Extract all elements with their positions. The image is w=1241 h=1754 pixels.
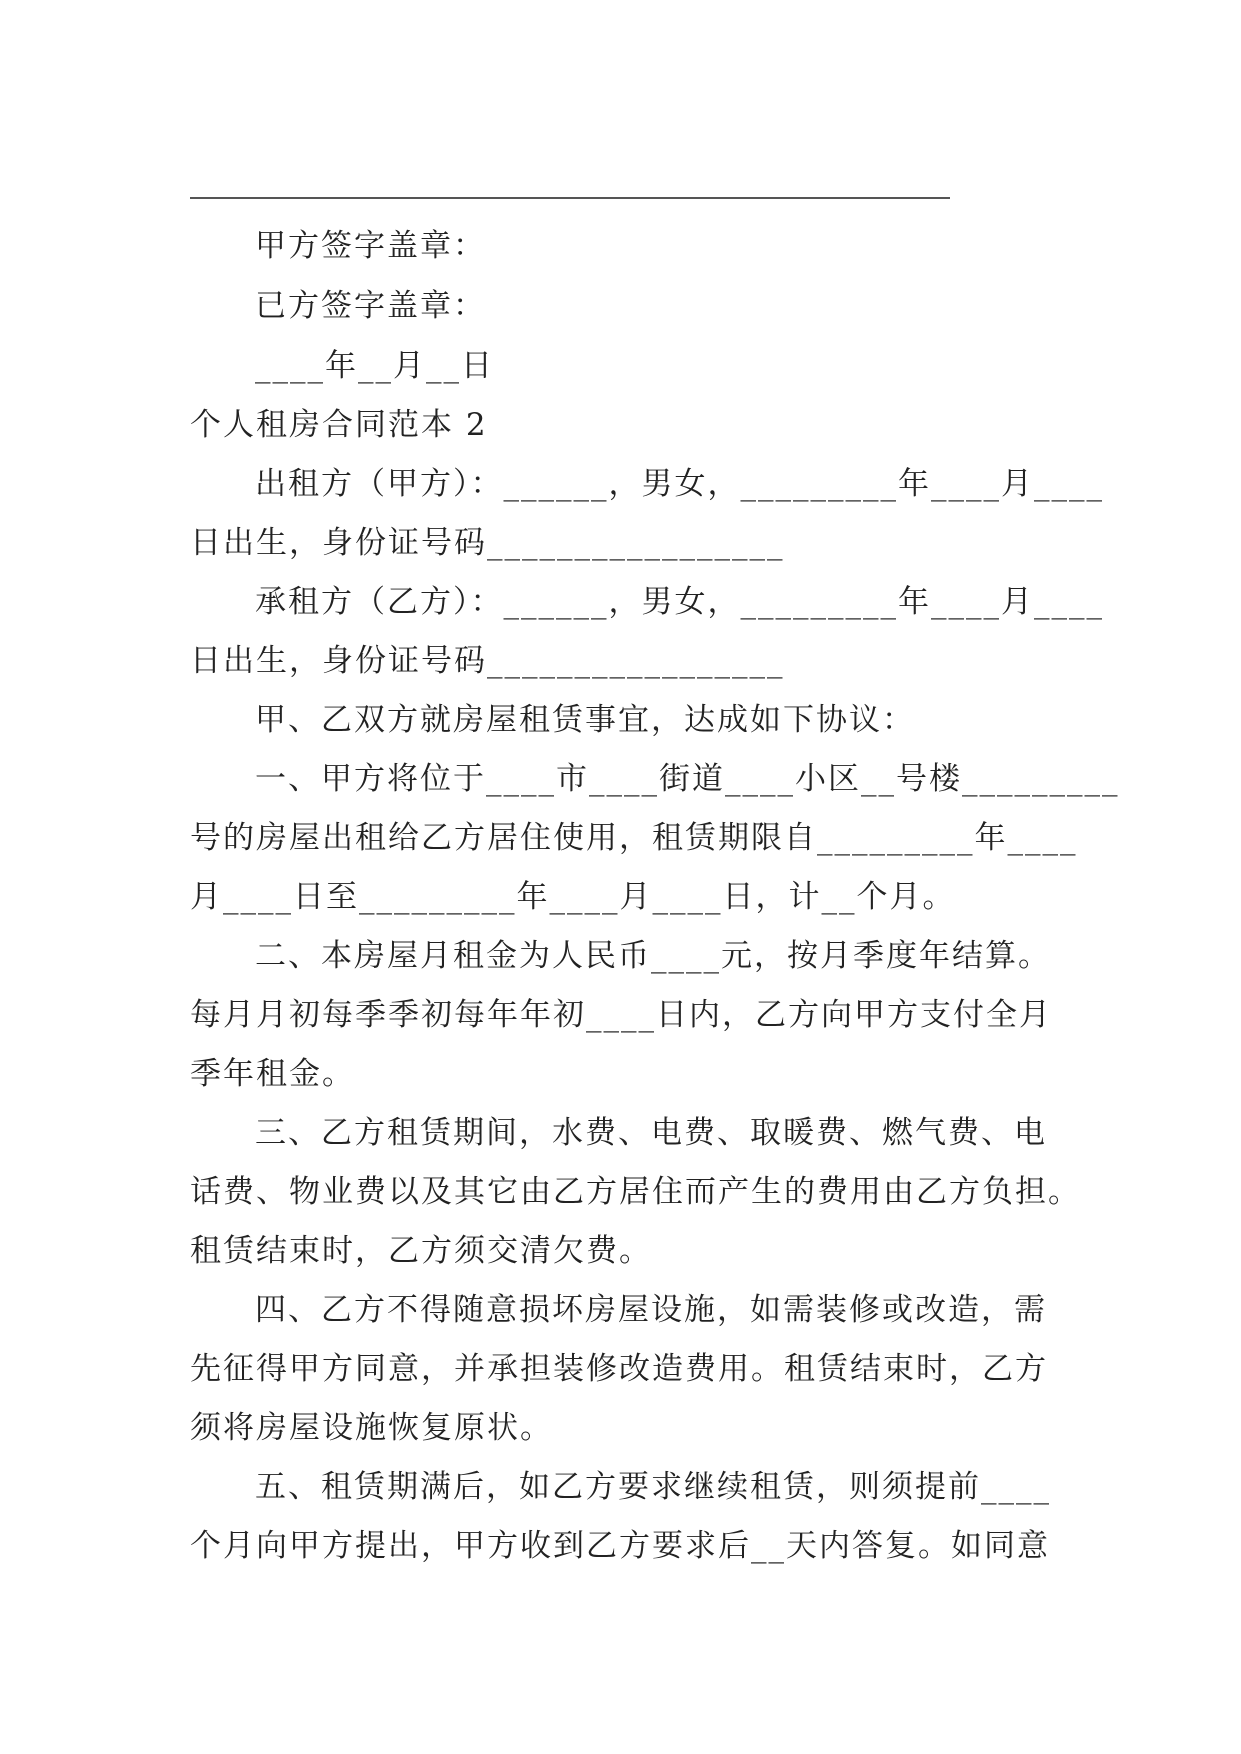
clause-2-line-2: 每月月初每季季初每年年初____日内，乙方向甲方支付全月: [190, 997, 1052, 1033]
party-a-signature-line: 甲方签字盖章：: [255, 228, 486, 264]
clause-1-line-2: 号的房屋出租给乙方居住使用，租赁期限自_________年____: [190, 820, 1078, 856]
clause-5-line-2: 个月向甲方提出，甲方收到乙方要求后__天内答复。如同意: [190, 1528, 1050, 1564]
clause-1-line-3: 月____日至_________年____月____日，计__个月。: [190, 879, 956, 915]
clause-1-line-1: 一、甲方将位于____市____街道____小区__号楼_________: [255, 761, 1120, 797]
clause-3-line-1: 三、乙方租赁期间，水费、电费、取暖费、燃气费、电: [255, 1115, 1047, 1151]
agreement-intro: 甲、乙双方就房屋租赁事宜，达成如下协议：: [255, 702, 915, 738]
lessee-line-1: 承租方（乙方）：______，男女，_________年____月____: [255, 584, 1104, 620]
clause-2-line-1: 二、本房屋月租金为人民币____元，按月季度年结算。: [255, 938, 1051, 974]
clause-3-line-2: 话费、物业费以及其它由乙方居住而产生的费用由乙方负担。: [190, 1174, 1081, 1210]
lessor-line-2: 日出生，身份证号码_________________: [190, 525, 785, 561]
lessor-line-1: 出租方（甲方）：______，男女，_________年____月____: [255, 466, 1104, 502]
contract-title: 个人租房合同范本 2: [190, 407, 488, 443]
clause-4-line-1: 四、乙方不得随意损坏房屋设施，如需装修或改造，需: [255, 1292, 1047, 1328]
clause-3-line-3: 租赁结束时，乙方须交清欠费。: [190, 1233, 652, 1269]
party-b-signature-line: 已方签字盖章：: [255, 288, 486, 324]
clause-5-line-1: 五、租赁期满后，如乙方要求继续租赁，则须提前____: [255, 1469, 1051, 1505]
clause-4-line-2: 先征得甲方同意，并承担装修改造费用。租赁结束时，乙方: [190, 1351, 1048, 1387]
lessee-line-2: 日出生，身份证号码_________________: [190, 643, 785, 679]
top-divider: [190, 197, 950, 199]
signature-date-line: ____年__月__日: [255, 348, 494, 384]
clause-4-line-3: 须将房屋设施恢复原状。: [190, 1410, 553, 1446]
clause-2-line-3: 季年租金。: [190, 1056, 355, 1092]
